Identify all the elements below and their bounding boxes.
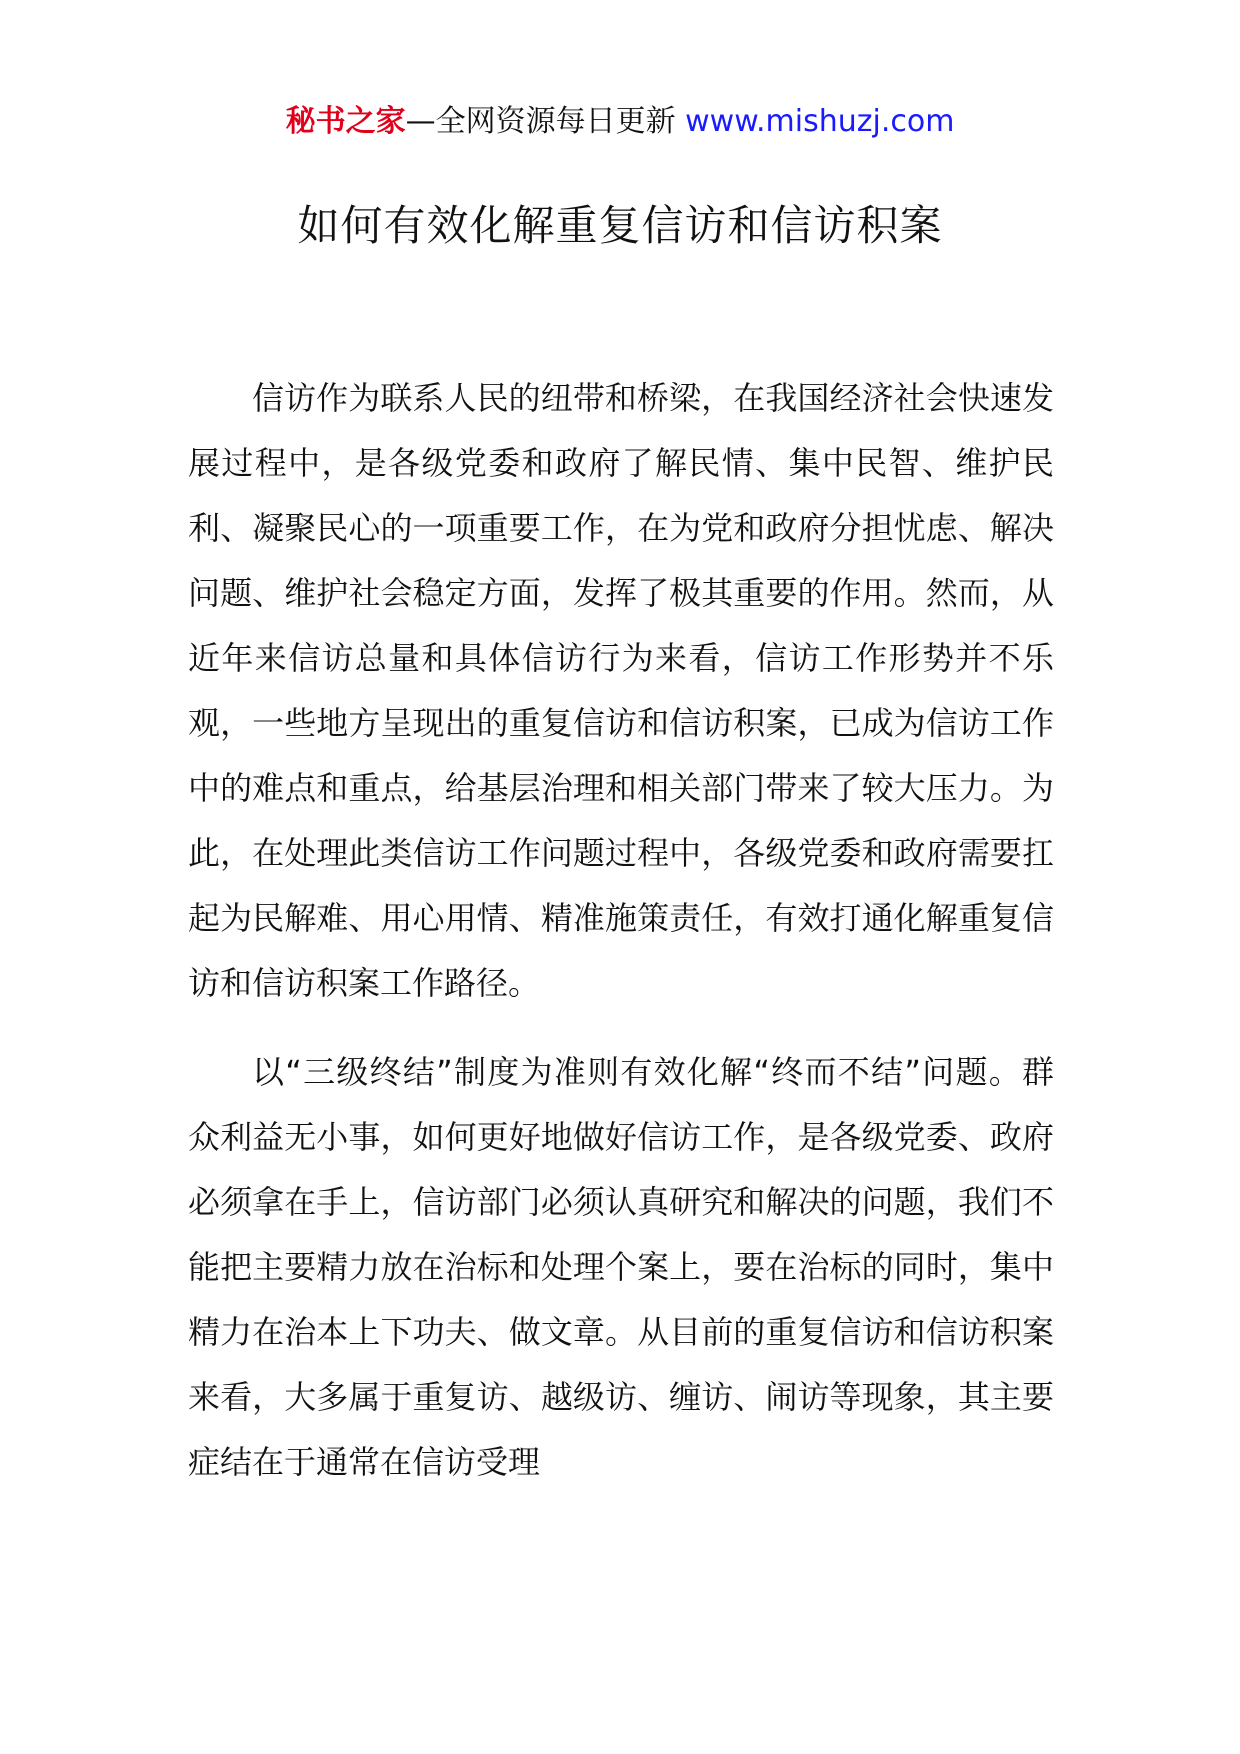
site-url-link[interactable]: www.mishuzj.com (685, 104, 955, 139)
brand-name: 秘书之家 (285, 104, 406, 139)
paragraph-2: 以“三级终结”制度为准则有效化解“终而不结”问题。群众利益无小事，如何更好地做好信访工作，是各级党委、政府必须拿在手上，信访部门必须认真研究和解决的问题，我们不能把主要精力放在治标和处理个案上，要在治标的同时，集中精力在治本上下功夫、做文章。从目前的重复信访和信访积案来看，大多属于重复访、越级访、缠访、闹访等现象，其主要症结在于通常在信访受理 (188, 1053, 1054, 1481)
site-header (0, 100, 1240, 144)
document-body (188, 366, 1054, 1519)
document-title: 如何有效化解重复信访和信访积案 (297, 201, 943, 250)
header-tagline: —全网资源每日更新 (405, 104, 686, 139)
paragraph-1: 信访作为联系人民的纽带和桥梁，在我国经济社会快速发展过程中，是各级党委和政府了解民情、集中民智、维护民利、凝聚民心的一项重要工作，在为党和政府分担忧虑、解决问题、维护社会稳定方面，发挥了极其重要的作用。然而，从近年来信访总量和具体信访行为来看，信访工作形势并不乐观，一些地方呈现出的重复信访和信访积案，已成为信访工作中的难点和重点，给基层治理和相关部门带来了较大压力。为此，在处理此类信访工作问题过程中，各级党委和政府需要扛起为民解难、用心用情、精准施策责任，有效打通化解重复信访和信访积案工作路径。 (188, 379, 1054, 1002)
